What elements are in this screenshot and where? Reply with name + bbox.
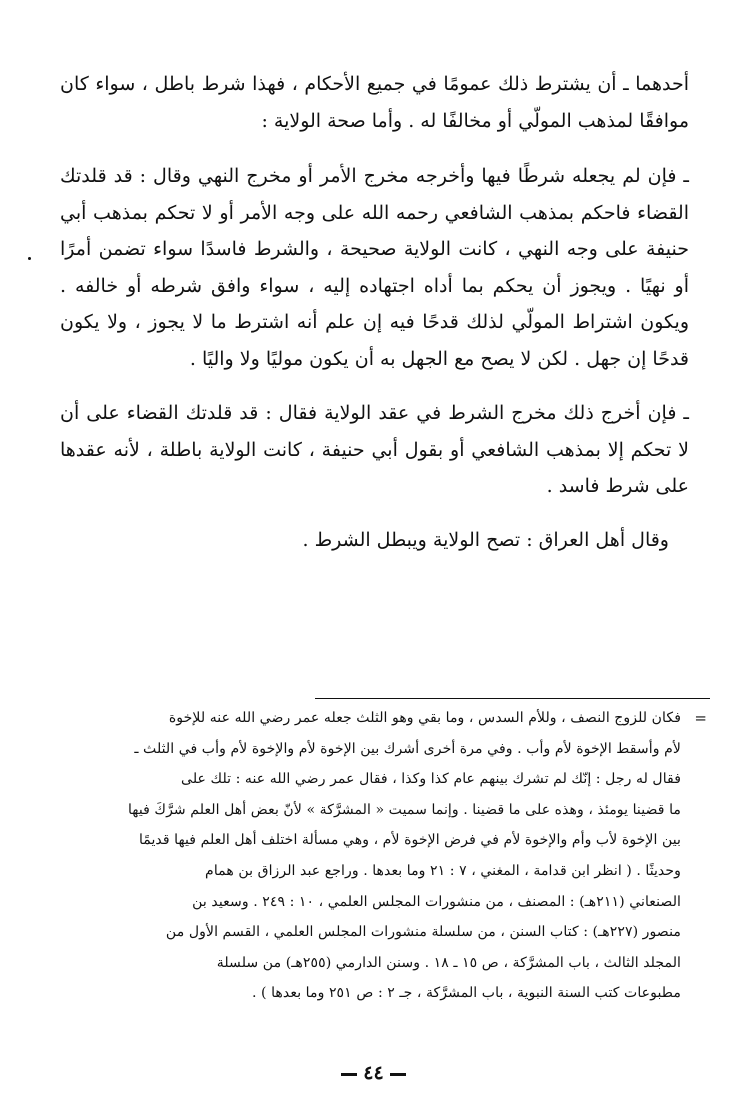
paragraph-2: ـ فإن لم يجعله شرطًا فيها وأخرجه مخرج الأمر أو مخرج النهي وقال : قد قلدتك القضاء فاحكم بمذهب الشافعي رحمه الله على وجه الأمر أو لا تحكم بمذهب أبي حنيفة على وجه النهي ، كانت الولاية صحيحة ، والشرط فاسدًا سواء تضمن أمرًا أو نهيًا . ويجوز أن يحكم بما أداه اجتهاده إليه ، سواء وافق شرطه أو خالفه . ويكون اشتراط المولّي لذلك قدحًا فيه إن علم أنه اشترط ما لا يجوز ، ولا يكون قدحًا إن جهل . لكن لا يصح مع الجهل به أن يكون موليًا ولا واليًا . <box>60 165 690 370</box>
page-number-dash-right <box>390 1073 406 1076</box>
footnote-line: وحديثًا . ( انظر ابن قدامة ، المغني ، ٧ : ٢١ وما بعدها . وراجع عبد الرزاق بن همام <box>205 862 681 879</box>
footnote-line: لأم وأسقط الإخوة لأم وأب . وفي مرة أخرى أشرك بين الإخوة لأم والإخوة لأم وأب في الثلث ـ <box>134 740 681 757</box>
closing-line: وقال أهل العراق : تصح الولاية ويبطل الشرط . <box>302 528 669 551</box>
paragraph-3: ـ فإن أخرج ذلك مخرج الشرط في عقد الولاية فقال : قد قلدتك القضاء على أن لا تحكم إلا بمذهب الشافعي أو بقول أبي حنيفة ، كانت الولاية باطلة ، لأنه عقدها على شرط فاسد . <box>60 402 689 497</box>
footnote-line: الصنعاني (٢١١هـ) : المصنف ، من منشورات المجلس العلمي ، ١٠ : ٢٤٩ . وسعيد بن <box>192 893 681 910</box>
paragraph-1: أحدهما ـ أن يشترط ذلك عمومًا في جميع الأحكام ، فهذا شرط باطل ، سواء كان موافقًا لمذهب المولّي أو مخالفًا له . وأما صحة الولاية : <box>60 73 689 132</box>
footnote-body <box>60 703 707 1009</box>
footnote-line: المجلد الثالث ، باب المشرَّكة ، ص ١٥ ـ ١٨ . وسنن الدارمي (٢٥٥هـ) من سلسلة <box>216 954 681 971</box>
footnote-line: فقال له رجل : إنّك لم تشرك بينهم عام كذا وكذا ، فقال عمر رضي الله عنه : تلك على <box>181 771 681 788</box>
footnote-line: منصور (٢٢٧هـ) : كتاب السنن ، من سلسلة منشورات المجلس العلمي ، القسم الأول من <box>165 924 681 941</box>
page-number-dash-left <box>341 1073 357 1076</box>
footnote-continuation-mark: = <box>694 709 707 727</box>
page-number-value: ٤٤ <box>363 1062 384 1084</box>
footnote-line: بين الإخوة لأب وأم والإخوة لأم في فرض الإخوة لأم ، وهي مسألة اختلف أهل العلم فيها قديمًا <box>138 832 681 849</box>
main-text <box>60 66 689 558</box>
footnotes <box>60 703 707 1009</box>
page-number <box>0 1062 747 1084</box>
footnote-line: فكان للزوج النصف ، وللأم السدس ، وما بقي وهو الثلث جعله عمر رضي الله عنه للإخوة <box>168 710 681 726</box>
footnote-line: مطبوعات كتب السنة النبوية ، باب المشرَّكة ، جـ ٢ : ص ٢٥١ وما بعدها ) . <box>252 985 681 1002</box>
footnote-separator <box>315 698 710 699</box>
margin-mark <box>28 257 31 260</box>
footnote-line: ما قضينا يومئذ ، وهذه على ما قضينا . وإنما سميت « المشرَّكة » لأنّ بعض أهل العلم شرَّكَ فيها <box>127 801 681 818</box>
